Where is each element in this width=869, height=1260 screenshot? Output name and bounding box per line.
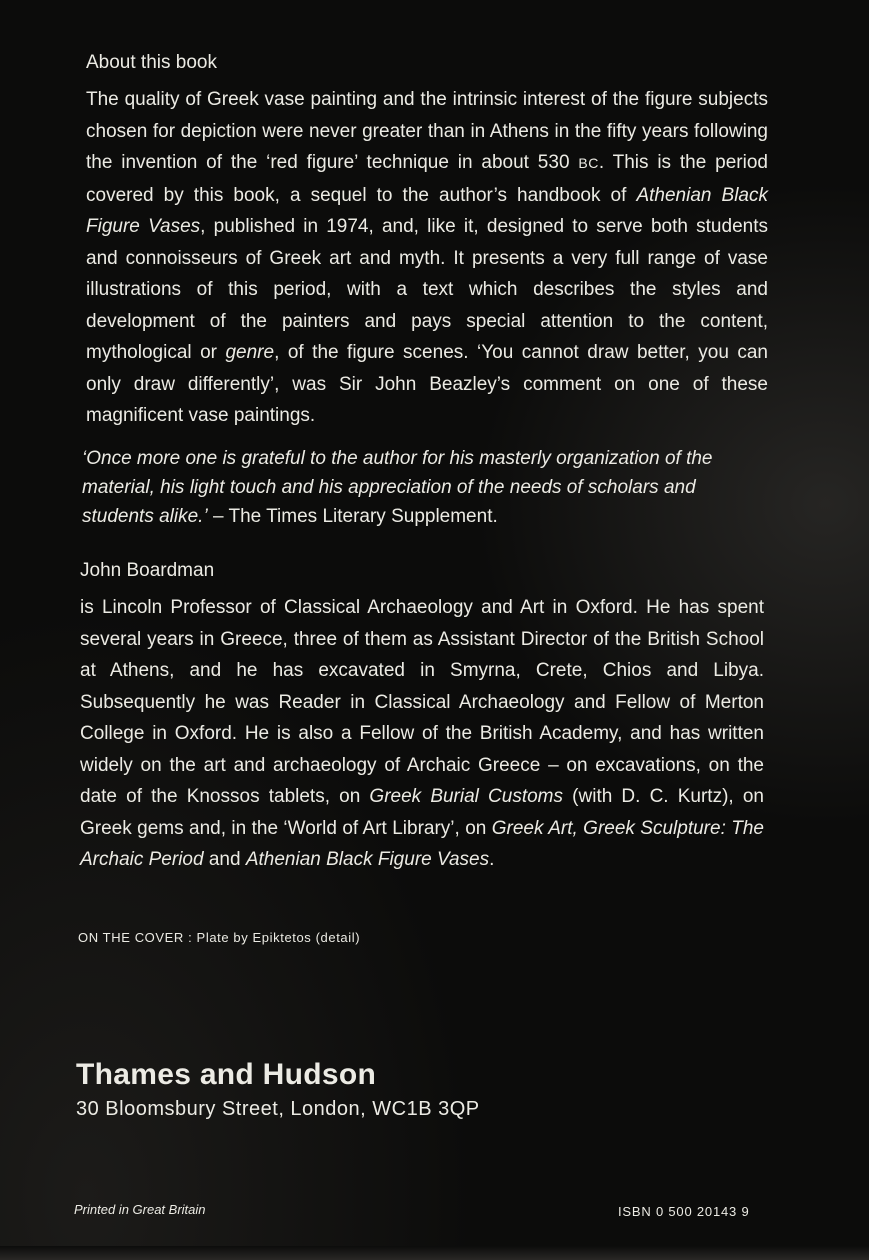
cover-credit: ON THE COVER : Plate by Epiktetos (detail)	[78, 930, 361, 945]
about-paragraph	[86, 84, 768, 432]
author-book-2: Greek Art, Greek Sculpture: The Archaic Period	[80, 817, 765, 870]
genre-italic: genre	[225, 342, 275, 363]
review-quote	[82, 444, 766, 531]
author-text-2: (with D. C. Kurtz), on Greek gems and, in the ‘World of Art Library’, on	[80, 786, 764, 839]
about-text-2: . This is the period covered by this book, a sequel to the author’s handbook of	[86, 152, 768, 206]
cover-bottom-edge	[0, 1246, 869, 1260]
about-heading: About this book	[86, 52, 217, 73]
review-quote-text: ‘Once more one is grateful to the author for his masterly organization of the material, his light touch and his appreciation of the needs of scholars and students alike.’	[82, 448, 713, 527]
author-text-3: and	[203, 849, 246, 870]
about-text-1: The quality of Greek vase painting and the intrinsic interest of the figure subjects chosen for depiction were never greater than in Athens in the fifty years following the invention of the ‘red figure’ technique in about 530	[86, 89, 768, 173]
publisher-address: 30 Bloomsbury Street, London, WC1B 3QP	[76, 1098, 480, 1120]
printed-in-note: Printed in Great Britain	[74, 1202, 206, 1217]
author-book-1: Greek Burial Customs	[369, 786, 564, 807]
isbn-number: ISBN 0 500 20143 9	[618, 1204, 750, 1219]
about-text-4: , of the figure scenes. ‘You cannot draw better, you can only draw differently’, was Sir John Beazley’s comment on one of these magnificent vase paintings.	[86, 342, 768, 426]
about-text-3: , published in 1974, and, like it, designed to serve both students and connoisseurs of Greek art and myth. It presents a very full range of vase illustrations of this period, with a text which describes the styles and development of the painters and pays special attention to the content, mythological or	[86, 216, 768, 363]
author-name: John Boardman	[80, 560, 215, 581]
era-abbreviation: BC	[578, 155, 599, 171]
author-text-1: is Lincoln Professor of Classical Archaeology and Art in Oxford. He has spent several years in Greece, three of them as Assistant Director of the British School at Athens, and he has excavated in Smyrna, Crete, Chios and Libya. Subsequently he was Reader in Classical Archaeology and Fellow of Merton College in Oxford. He is also a Fellow of the British Academy, and has written widely on the art and archaeology of Archaic Greece – on excavations, on the date of the Knossos tablets, on	[80, 597, 764, 807]
book-title-italic: Athenian Black Figure Vases	[86, 184, 768, 237]
review-source: – The Times Literary Supplement.	[207, 506, 498, 527]
author-bio	[80, 592, 764, 876]
author-book-3: Athenian Black Figure Vases	[245, 849, 490, 870]
author-text-4: .	[489, 849, 495, 870]
publisher-name: Thames and Hudson	[76, 1058, 377, 1091]
